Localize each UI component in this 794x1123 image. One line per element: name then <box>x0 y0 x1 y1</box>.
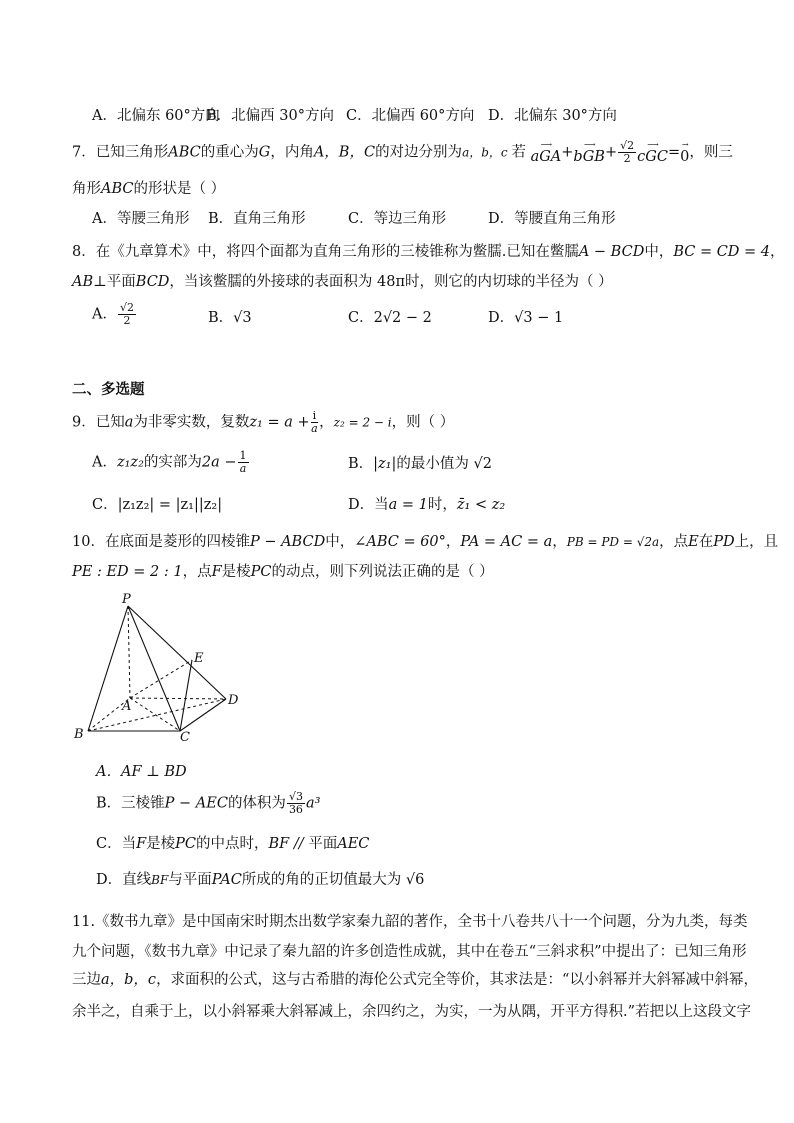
q7-option-a: A．等腰三角形 <box>92 211 190 227</box>
q6-option-b: B．北偏西 30°方向 <box>206 108 334 124</box>
q7-zero-vector: → 0 <box>680 140 690 165</box>
q7-text: 的形状是（ ） <box>133 181 226 197</box>
label-a: A <box>122 699 132 714</box>
q7-g: G <box>258 144 271 161</box>
q8-line-1 <box>72 240 785 261</box>
q7-vector-gc: ⟶ cGC <box>637 140 668 165</box>
q9-option-d: D．当a = 1时，z̄₁ < z₂ <box>348 497 506 513</box>
q11-line-1: 11.《数书九章》是中国南宋时期杰出数学家秦九韶的著作，全书十八卷共八十一个问题，分为九类，每类 <box>72 914 748 930</box>
q11-line-4: 余半之，自乘于上，以小斜幂乘大斜幂减上，余四约之，为实，一为从隅，开平方得积.”若把以上这段文字 <box>72 1004 752 1020</box>
q7-sides: a，b，c <box>462 145 508 160</box>
q6-option-d: D．北偏东 30°方向 <box>488 108 617 124</box>
q9-line-1: 9．已知a为非零实数，复数z₁ = a + $\frac{i}{a}$ ，z₂ = 2 − i，则（ ） <box>72 409 455 435</box>
q8-text: 平面 <box>106 274 136 290</box>
q11-line-2: 九个问题，《数书九章》中记录了秦九韶的许多创造性成就，其中在卷五“三斜求积”中提出了：已知三角形 <box>72 944 747 960</box>
label-d: D <box>228 693 239 708</box>
q8-option-c: C．2√2 − 2 <box>348 310 432 326</box>
edge-ac <box>130 698 180 731</box>
q9-option-c: C．|z₁z₂| = |z₁||z₂| <box>92 497 223 513</box>
q8-option-b: B．√3 <box>208 310 252 326</box>
q7-text: ，则三 <box>689 144 733 161</box>
edge-ae <box>130 660 192 698</box>
q7-option-d: D．等腰直角三角形 <box>488 211 616 227</box>
label-c: C <box>180 730 190 744</box>
q7-abc: ABC <box>168 144 201 161</box>
q9-option-a: A．z₁z₂的实部为2a − $\frac{1}{a}$ <box>92 449 247 475</box>
q7-line-2 <box>72 177 225 198</box>
q7-option-c: C．等边三角形 <box>348 211 447 227</box>
q7-text: 的重心为 <box>200 144 259 161</box>
q8-math: BCD <box>135 274 170 290</box>
q7-fraction: $\frac{√2}{2}$ <box>620 139 635 165</box>
q7-vector-ga: ⟶ aGA <box>530 140 562 165</box>
q10-option-a: A．AF ⊥ BD <box>96 764 187 780</box>
q8-text: 8．在《九章算术》中，将四个面都为直角三角形的三棱锥称为鳖臑.已知在鳖臑 <box>72 244 579 260</box>
q10-line-2: PE : ED = 2 : 1，点F是棱PC的动点，则下列说法正确的是（ ） <box>72 564 494 580</box>
edge-pd <box>128 606 226 699</box>
q11-line-3: 三边a，b，c，求面积的公式，这与古希腊的海伦公式完全等价，其求法是：“以小斜幂并大斜幂减中斜幂， <box>72 972 758 988</box>
q8-option-a: A． $\frac{√2}{2}$ <box>92 301 134 327</box>
edge-ce <box>180 660 192 731</box>
q10-line-1: 10．在底面是菱形的四棱锥P − ABCD中，∠ABC = 60°，PA = AC = a，PB = PD = √2a，点E在PD上，且 <box>72 534 779 550</box>
q7-text: ，内角 <box>270 144 314 161</box>
q6-option-a: A．北偏东 60°方向 <box>92 108 220 124</box>
label-e: E <box>194 651 204 666</box>
edge-pc <box>128 606 180 731</box>
q6-option-c: C．北偏西 60°方向 <box>346 108 475 124</box>
q8-line-2 <box>72 270 613 291</box>
q7-text: 若 <box>511 144 526 161</box>
q8-text: ，当该鳖臑的外接球的表面积为 48π时，则它的内切球的半径为（ ） <box>169 274 613 290</box>
q7-abc: ABC <box>101 181 134 197</box>
edge-ad <box>130 698 226 699</box>
q10-option-d: D．直线BF与平面PAC所成的角的正切值最大为 √6 <box>96 872 425 888</box>
edge-cd <box>180 699 226 731</box>
q7-angles: A，B，C <box>313 144 376 161</box>
q10-option-c: C．当F是棱PC的中点时，BF // 平面AEC <box>96 836 370 852</box>
q8-text: 中， <box>644 244 674 260</box>
q7-option-b: B．直角三角形 <box>208 211 306 227</box>
q8-math: BC = CD = 4 <box>673 244 771 260</box>
q8-math: A − BCD <box>578 244 645 260</box>
q10-option-b: B．三棱锥P − AEC的体积为 $\frac{√3}{36}$ a³ <box>96 790 321 816</box>
edge-pa <box>128 606 130 698</box>
q9-option-b: B．|z₁|的最小值为 √2 <box>348 456 492 472</box>
section-title: 二、多选题 <box>72 381 145 398</box>
q7-line-1: 7．已知三角形ABC的重心为G，内角A，B，C的对边分别为a，b，c 若 ⟶ aGA + ⟶ bGB + $\frac{√2}{2}$ ⟶ cGC = → 0 ，则三 <box>72 139 733 165</box>
label-b: B <box>74 727 84 742</box>
q8-math: AB⊥ <box>72 274 107 290</box>
q8-text: ， <box>770 244 785 260</box>
q7-text: 的对边分别为 <box>375 144 463 161</box>
q8-option-d: D．√3 − 1 <box>488 310 564 326</box>
q7-text: 7．已知三角形 <box>72 144 169 161</box>
q7-text: 角形 <box>72 181 101 197</box>
label-p: P <box>122 592 131 607</box>
q7-vector-gb: ⟶ bGB <box>573 140 605 165</box>
pyramid-figure <box>68 588 248 744</box>
